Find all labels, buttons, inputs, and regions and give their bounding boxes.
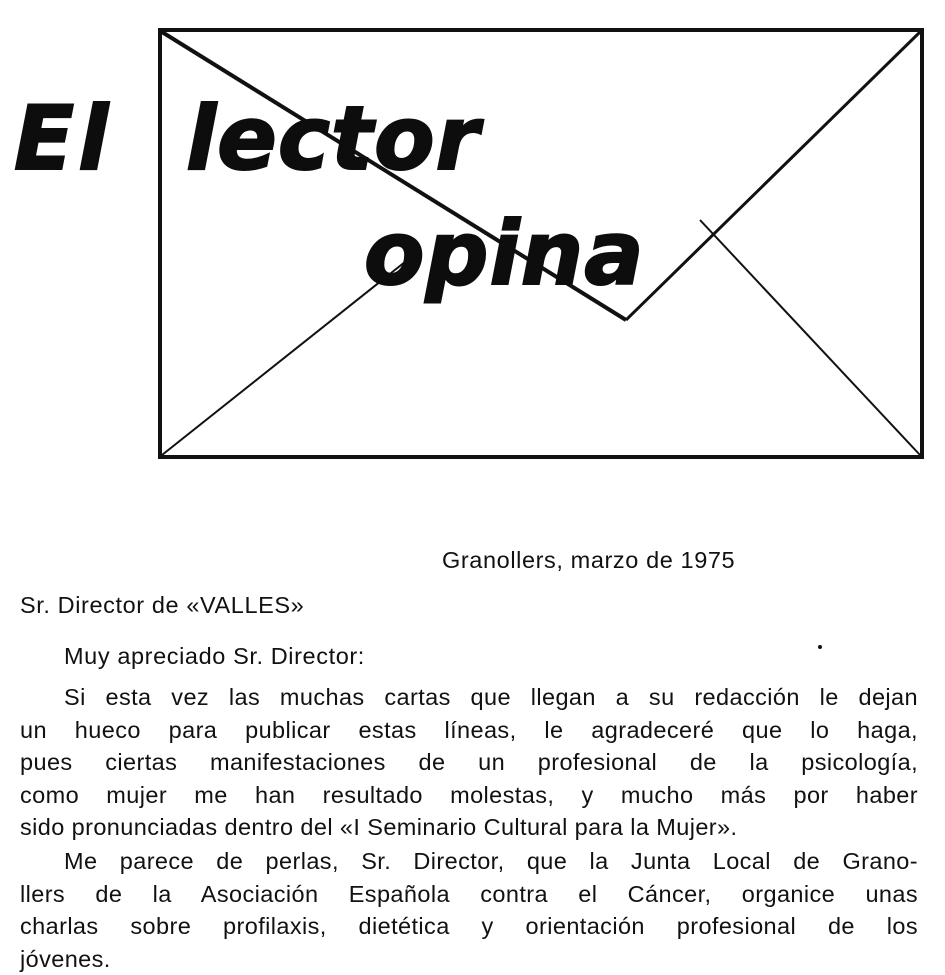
paragraph-line: Me parece de perlas, Sr. Director, que la Junta Local de Grano- [20, 845, 918, 878]
letter-salutation: Muy apreciado Sr. Director: [64, 643, 945, 670]
title-word-el: El [14, 95, 112, 183]
paragraph-line: sido pronunciadas dentro del «I Seminario Cultural para la Mujer». [20, 811, 918, 844]
paragraph-line: charlas sobre profilaxis, dietética y orientación profesional de los [20, 910, 918, 943]
paragraph-line: como mujer me han resultado molestas, y mucho más por haber [20, 779, 918, 812]
letter-date: Granollers, marzo de 1975 [442, 547, 735, 574]
title-word-lector: lector [186, 95, 480, 183]
letter-addressee: Sr. Director de «VALLES» [20, 592, 920, 619]
envelope-flap-right [626, 32, 920, 320]
print-speck [818, 645, 822, 649]
paragraph-line: jóvenes. [20, 943, 918, 975]
paragraph-line: pues ciertas manifestaciones de un profesional de la psicología, [20, 746, 918, 779]
paragraph-line: Si esta vez las muchas cartas que llegan a su redacción le dejan [20, 681, 918, 714]
letter-paragraph-2 [20, 845, 918, 975]
letter-paragraph-1 [20, 681, 918, 844]
paragraph-line: un hueco para publicar estas líneas, le agradeceré que lo haga, [20, 714, 918, 747]
paragraph-line: llers de la Asociación Española contra el Cáncer, organice unas [20, 878, 918, 911]
envelope-fold-bottom-right [700, 220, 920, 455]
title-word-opina: opina [364, 210, 645, 298]
